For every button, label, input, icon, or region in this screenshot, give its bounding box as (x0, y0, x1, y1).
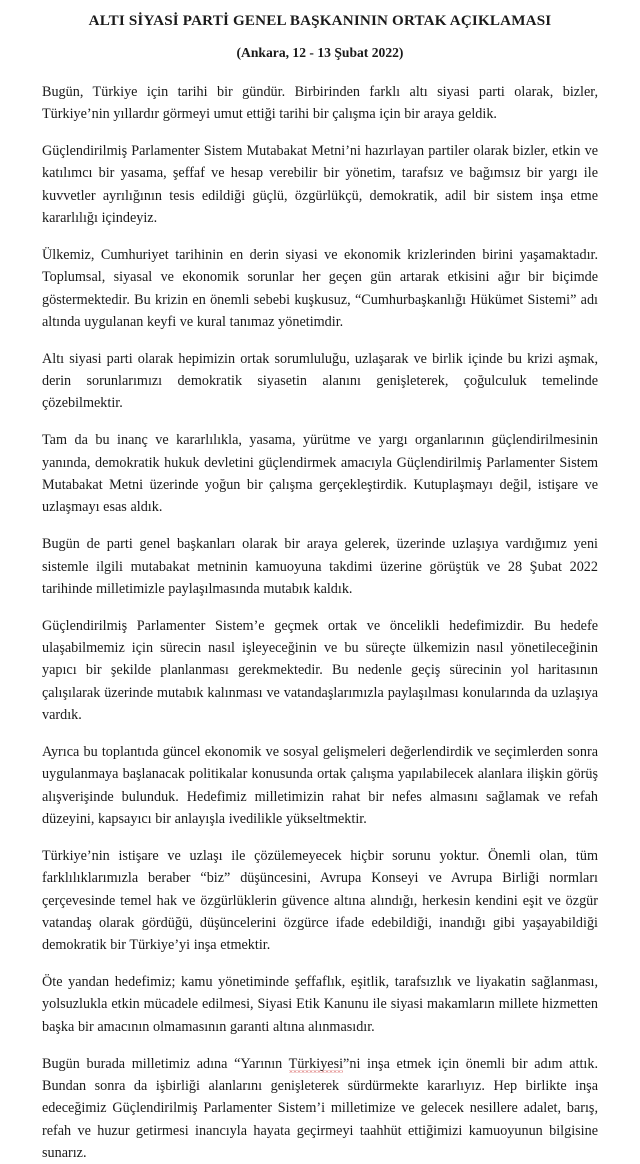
paragraph-with-spellcheck (42, 1053, 598, 1164)
paragraph: Tam da bu inanç ve kararlılıkla, yasama, yürütme ve yargı organlarının güçlendirilmesinin yanında, demokratik hukuk devletini güçlendirmek amacıyla Güçlendirilmiş Parlamenter Sistem Mutabakat Metni üzerinde yoğun bir çalışma gerçekleştirdik. Kutuplaşmayı değil, istişare ve uzlaşmayı esas aldık. (42, 432, 598, 516)
paragraph: Güçlendirilmiş Parlamenter Sistem’e geçmek ortak ve öncelikli hedefimizdir. Bu hedefe ulaşabilmemiz için sürecin nasıl işleyeceğinin ve bu süreçte ülkemizin nasıl yönetileceğinin yapıcı bir şekilde planlanması gerekmektedir. Bu nedenle geçiş sürecinin yol haritasının çalışılarak üzerinde mutabık kalınması ve vatandaşlarımızla paylaşılması konularında da uzlaşıya vardık. (42, 617, 598, 724)
paragraph-text-tail: ”ni inşa etmek için önemli bir adım attık. Bundan sonra da işbirliği alanlarını genişleterek sürdürmekte kararlıyız. Hep birlikte inşa edeceğimiz Güçlendirilmiş Parlamenter Sistem’i milletimize ve gelecek nesillere adalet, barış, refah ve huzur getirmesi inancıyla hayata geçirmeyi taahhüt ettiğimizi kamuoyunun bilgisine sunarız. (42, 1055, 598, 1161)
paragraph: Bugün, Türkiye için tarihi bir gündür. Birbirinden farklı altı siyasi parti olarak, bizler, Türkiye’nin yıllardır görmeyi umut ettiği tarihi bir çalışma için bir araya geldik. (42, 83, 598, 123)
paragraph: Altı siyasi parti olarak hepimizin ortak sorumluluğu, uzlaşarak ve birlik içinde bu krizi aşmak, derin sorunlarımızı demokratik siyasetin alanını genişleterek, çoğulculuk temelinde çözebilmektir. (42, 350, 598, 412)
paragraph: Bugün de parti genel başkanları olarak bir araya gelerek, üzerinde uzlaşıya vardığımız yeni sistemle ilgili mutabakat metninin kamuoyuna takdimi üzerine görüştük ve 28 Şubat 2022 tarihinde milletimizle paylaşılmasında mutabık kaldık. (42, 536, 598, 597)
page-subtitle: (Ankara, 12 - 13 Şubat 2022) (236, 44, 404, 60)
paragraph: Türkiye’nin istişare ve uzlaşı ile çözülemeyecek hiçbir sorunu yoktur. Önemli olan, tüm farklılıklarımızla beraber “biz” düşüncesini, Avrupa Konseyi ve Avrupa Birliği normları çerçevesinde temel hak ve özgürlüklerin güvence altına alındığı, herkesin kendini eşit ve özgür vatandaş olarak gördüğü, düşüncelerini özgürce ifade edebildiği, inandığı gibi yaşayabildiği demokratik bir Türkiye’yi inşa etmektir. (42, 847, 598, 954)
paragraph: Güçlendirilmiş Parlamenter Sistem Mutabakat Metni’ni hazırlayan partiler olarak bizler, etkin ve katılımcı bir yasama, şeffaf ve hesap verebilir bir yönetim, tarafsız ve bağımsız bir yargı ile kuvvetler ayrılığının tesis edildiği güçlü, özgürlükçü, demokratik, adil bir sistem inşa etme kararlılığı içindeyiz. (42, 143, 598, 227)
paragraph: Ayrıca bu toplantıda güncel ekonomik ve sosyal gelişmeleri değerlendirdik ve seçimlerden sonra uygulanmaya başlanacak politikalar konusunda ortak çalışma yapılabilecek alanlara ilişkin görüş alışverişinde bulunduk. Hedefimiz milletimizin rahat bir nefes almasını sağlamak ve refah düzeyini, kapsayıcı bir anlayışla ivedilikle yükseltmektir. (42, 743, 598, 827)
spellcheck-flagged-word: Türkiyesi (288, 1055, 344, 1072)
page-title: ALTI SİYASİ PARTİ GENEL BAŞKANININ ORTAK AÇIKLAMASI (88, 13, 552, 29)
paragraph: Öte yandan hedefimiz; kamu yönetiminde şeffaflık, eşitlik, tarafsızlık ve liyakatin sağlanması, yolsuzlukla etkin mücadele edilmesi, Siyasi Etik Kanunu ile siyasi makamların millete hizmetten başka bir amacının olmamasının garanti altına alınmasıdır. (42, 974, 598, 1035)
paragraph-text-lead: Bugün burada milletimiz adına “Yarının (42, 1055, 289, 1072)
document-body (42, 81, 598, 1164)
paragraph: Ülkemiz, Cumhuriyet tarihinin en derin siyasi ve ekonomik krizlerinden birini yaşamaktadır. Toplumsal, siyasal ve ekonomik sorunlar her geçen gün artarak etkisini ağır bir biçimde göstermektedir. Bu krizin en önemli sebebi kuşkusuz, “Cumhurbaşkanlığı Hükümet Sistemi” adı altında uygulanan keyfi ve kural tanımaz yönetimdir. (42, 246, 598, 330)
